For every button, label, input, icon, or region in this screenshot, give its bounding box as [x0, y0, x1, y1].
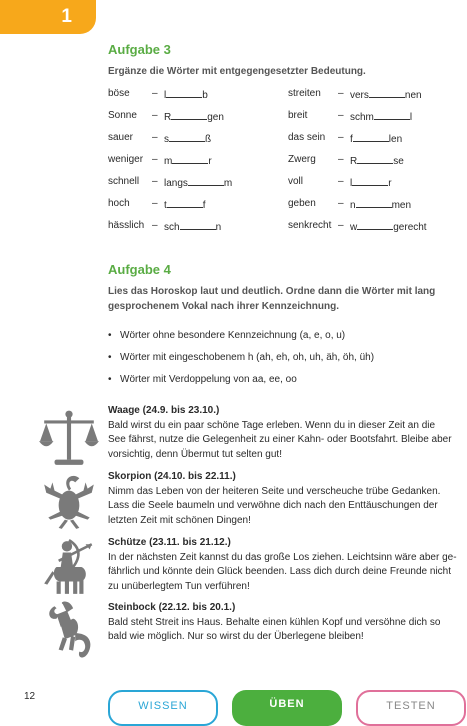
source-word: voll: [288, 176, 304, 187]
entry-title: Schütze (23.11. bis 21.12.): [108, 537, 231, 548]
source-word: böse: [108, 88, 130, 99]
entry-title: Waage (24.9. bis 23.10.): [108, 405, 220, 416]
blank-line: [171, 110, 207, 120]
dash: –: [152, 154, 158, 165]
page-number: 12: [24, 691, 36, 702]
answer-field[interactable]: m r: [164, 156, 212, 167]
ueben-button[interactable]: ÜBEN: [232, 690, 342, 726]
horoscope-entry-steinbock: Steinbock (22.12. bis 20.1.) Bald steht Streit ins Haus. Behalte einen kühlen Kopf und versöhne dich so bald wie möglich. Nur so wirst du der Überlegene bleiben!: [108, 601, 464, 645]
aufgabe4-heading: Aufgabe 4: [108, 262, 171, 277]
horoscope-entry-schuetze: Schütze (23.11. bis 21.12.) In der nächsten Zeit kannst du das große Los ziehen. Leichtsinn wäre aber ge- fährlich und könnte dein Glück beenden. Lass dich durch deine Freunde nicht zu unüberlegtem Tun verführen!: [108, 536, 464, 594]
source-word: weniger: [108, 154, 144, 165]
answer-field[interactable]: f len: [350, 134, 403, 145]
blank-line: [357, 220, 393, 230]
entry-title: Skorpion (24.10. bis 22.11.): [108, 471, 236, 482]
dash: –: [152, 88, 158, 99]
dash: –: [152, 198, 158, 209]
answer-field[interactable]: l b: [164, 90, 208, 101]
source-word: breit: [288, 110, 308, 121]
blank-line: [357, 154, 393, 164]
answer-field[interactable]: w gerecht: [350, 222, 427, 233]
aufgabe3-heading: Aufgabe 3: [108, 42, 171, 57]
horoscope-entry-waage: Waage (24.9. bis 23.10.) Bald wirst du ein paar schöne Tage erleben. Wenn du in dieser Zeit an die See fährst, nutze die Gelegenheit zu einer Kahn- oder Bootsfahrt. Bleibe aber vorsichtig, denn Übermut tut selten gut!: [108, 404, 464, 462]
dash: –: [338, 176, 344, 187]
testen-button[interactable]: TESTEN: [356, 690, 466, 726]
dash: –: [152, 220, 158, 231]
source-word: schnell: [108, 176, 140, 187]
entry-title: Steinbock (22.12. bis 20.1.): [108, 602, 236, 613]
answer-field[interactable]: l r: [350, 178, 392, 189]
source-word: Zwerg: [288, 154, 316, 165]
source-word: senkrecht: [288, 220, 332, 231]
answer-field[interactable]: R se: [350, 156, 404, 167]
dash: –: [152, 132, 158, 143]
answer-field[interactable]: langs m: [164, 178, 233, 189]
answer-field[interactable]: n men: [350, 200, 412, 211]
blank-line: [166, 88, 202, 98]
dash: –: [338, 220, 344, 231]
blank-line: [353, 132, 389, 142]
dash: –: [338, 88, 344, 99]
dash: –: [152, 110, 158, 121]
aufgabe3-instruction: Ergänze die Wörter mit entgegengesetzter Bedeutung.: [108, 66, 366, 77]
source-word: geben: [288, 198, 316, 209]
scorpio-icon: [38, 470, 100, 532]
bullet-item: • Wörter ohne besondere Kennzeichnung (a, e, o, u): [108, 330, 346, 341]
blank-line: [169, 132, 205, 142]
wissen-button[interactable]: WISSEN: [108, 690, 218, 726]
blank-line: [172, 154, 208, 164]
source-word: sauer: [108, 132, 134, 143]
sagittarius-icon: [38, 536, 100, 598]
answer-field[interactable]: t f: [164, 200, 206, 211]
aufgabe4-instruction: Lies das Horoskop laut und deutlich. Ordne dann die Wörter mit lang gesprochenem Vokal nach ihrer Kennzeichnung.: [108, 286, 436, 312]
source-word: hoch: [108, 198, 130, 209]
source-word: hässlich: [108, 220, 145, 231]
source-word: streiten: [288, 88, 321, 99]
dash: –: [338, 110, 344, 121]
dash: –: [338, 154, 344, 165]
libra-icon: [38, 408, 100, 470]
blank-line: [374, 110, 410, 120]
horoscope-entry-skorpion: Skorpion (24.10. bis 22.11.) Nimm das Leben von der heiteren Seite und verscheuche trübe Gedanken. Lass die Seele baumeln und verwöhne dich nach den Enttäuschungen der letzten Zeit mit schönen Dingen!: [108, 470, 464, 528]
blank-line: [167, 198, 203, 208]
answer-field[interactable]: sch n: [164, 222, 222, 233]
blank-line: [180, 220, 216, 230]
chapter-number: 1: [61, 6, 72, 27]
blank-line: [188, 176, 224, 186]
answer-field[interactable]: s ß: [164, 134, 212, 145]
bullet-item: • Wörter mit Verdoppelung von aa, ee, oo: [108, 374, 297, 385]
blank-line: [369, 88, 405, 98]
bullet-item: • Wörter mit eingeschobenem h (ah, eh, oh, uh, äh, öh, üh): [108, 352, 375, 363]
source-word: das sein: [288, 132, 326, 143]
dash: –: [338, 198, 344, 209]
chapter-tab: [0, 0, 96, 34]
answer-field[interactable]: schm l: [350, 112, 413, 123]
source-word: Sonne: [108, 110, 137, 121]
blank-line: [356, 198, 392, 208]
capricorn-icon: [38, 600, 100, 662]
dash: –: [152, 176, 158, 187]
dash: –: [338, 132, 344, 143]
blank-line: [352, 176, 388, 186]
answer-field[interactable]: R gen: [164, 112, 224, 123]
answer-field[interactable]: vers nen: [350, 90, 422, 101]
